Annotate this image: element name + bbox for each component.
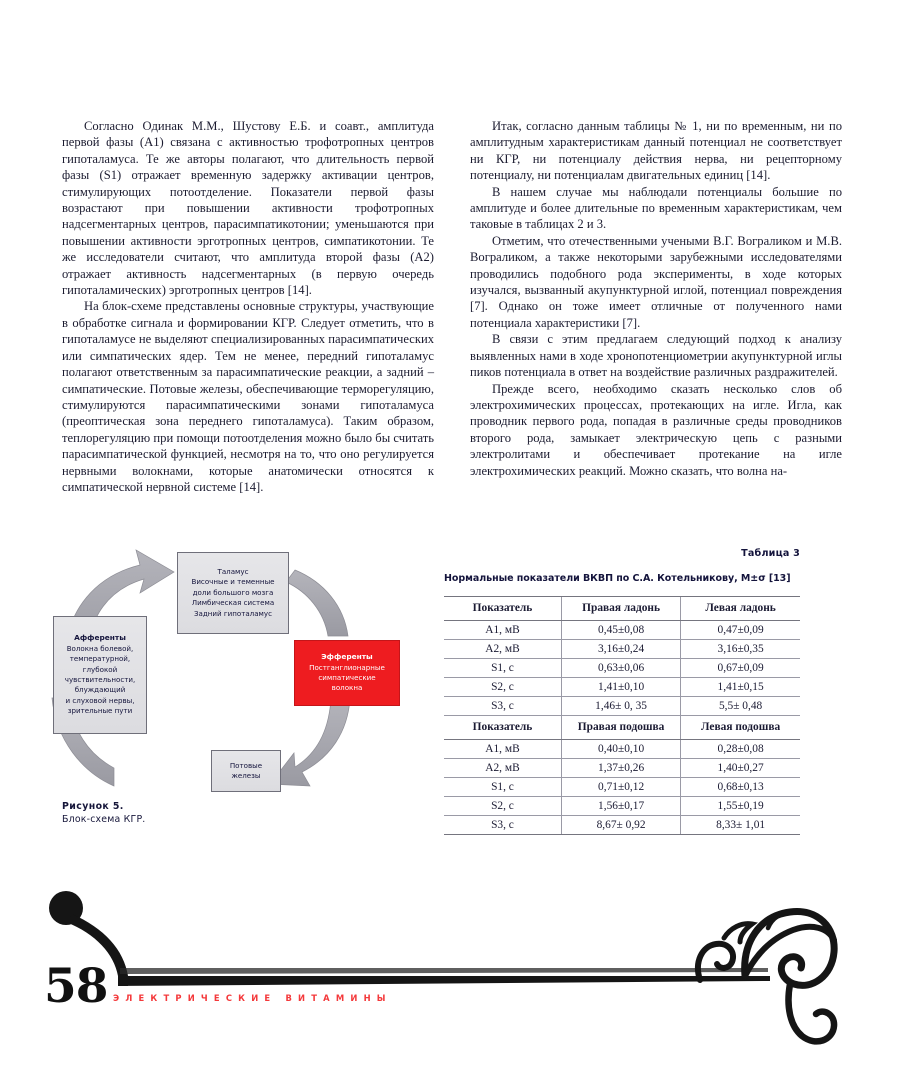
diagram-box-efferent	[294, 640, 400, 706]
footer-ornament-icon	[0, 880, 900, 1069]
cell-value: 3,16±0,35	[681, 640, 800, 659]
table-section	[444, 548, 800, 835]
figure-caption-number: Рисунок 5.	[62, 801, 124, 812]
col-header-indicator: Показатель	[444, 716, 561, 740]
cell-value: 1,37±0,26	[561, 759, 680, 778]
efferent-line-2: симпатические	[318, 673, 376, 682]
table-number: Таблица 3	[741, 548, 800, 559]
thalamus-line-2: Височные и теменные	[191, 577, 275, 587]
left-text-column	[62, 118, 434, 495]
cell-indicator: A1, мВ	[444, 621, 561, 640]
page-number: 58	[44, 959, 108, 1014]
cell-indicator: S1, с	[444, 778, 561, 797]
table-header-row-soles	[444, 716, 800, 740]
page-footer	[0, 880, 900, 1069]
table-header-row-palms	[444, 597, 800, 621]
cell-value: 0,45±0,08	[561, 621, 680, 640]
cell-value: 0,47±0,09	[681, 621, 800, 640]
paragraph: На блок-схеме представлены основные структуры, участвующие в обработке сигнала и формировании КГР. Следует отметить, что в гипоталамусе не выделяют специализированных парасимпатических или симпатических ядер. Тем не менее, передний гипоталамус полагают ответственным за парасимпатические реакции, а задний – симпатические. Потовые железы, обеспечивающие терморегуляцию, стимулируются парасимпатическими зонами гипоталамуса (преоптическая зона переднего гипоталамуса). Таким образом, теплорегуляцию при помощи потоотделения можно было бы считать парасимпатической функцией, несмотря на то, что оно регулируется нервными волокнами, которые анатомически относятся к симпатической нервной системе [14].	[62, 299, 434, 494]
paragraph: В связи с этим предлагаем следующий подход к анализу выявленных нами в ходе хронопотенциометрии акупунктурной иглы пиков потенциала в ответ на воздействие различных раздражителей.	[470, 332, 842, 380]
table-row	[444, 778, 800, 797]
table-row	[444, 697, 800, 716]
afferent-line-3: глубокой	[82, 664, 118, 674]
thalamus-line-3: доли большого мозга	[192, 587, 274, 597]
paragraph: Итак, согласно данным таблицы № 1, ни по временным, ни по амплитудным характеристикам данный потенциал не соответствует ни КГР, ни потенциалу действия нерва, ни рецепторному потенциалу, ни потенциалам двигательных единиц [14].	[470, 119, 842, 183]
diagram-box-thalamus	[177, 552, 289, 634]
sweat-line-2: железы	[231, 771, 261, 780]
article-body	[62, 118, 842, 495]
cell-value: 0,71±0,12	[561, 778, 680, 797]
afferent-line-5: блуждающий	[74, 685, 126, 695]
cell-indicator: A2, мВ	[444, 759, 561, 778]
diagram-box-sweat-glands	[211, 750, 281, 792]
efferent-header: Эфференты	[321, 652, 373, 662]
cell-value: 1,56±0,17	[561, 797, 680, 816]
cell-value: 0,68±0,13	[681, 778, 800, 797]
col-header-right-sole: Правая подошва	[561, 716, 680, 740]
diagram-box-afferent	[53, 616, 147, 734]
cell-indicator: A1, мВ	[444, 740, 561, 759]
afferent-line-6: и слуховой нервы,	[65, 695, 135, 705]
footer-label: ЭЛЕКТРИЧЕСКИЕ ВИТАМИНЫ	[113, 993, 392, 1003]
cell-value: 1,40±0,27	[681, 759, 800, 778]
arrow-efferent-to-sweat	[270, 698, 350, 786]
afferent-header: Афференты	[74, 633, 126, 643]
col-header-left-palm: Левая ладонь	[681, 597, 800, 621]
cell-value: 3,16±0,24	[561, 640, 680, 659]
efferent-line-3: волокна	[331, 683, 363, 693]
cell-indicator: S3, с	[444, 697, 561, 716]
table-title: Нормальные показатели ВКВП по С.А. Котельникову, M±σ [13]	[444, 573, 791, 584]
efferent-line-1: Постганглионарные	[309, 662, 385, 672]
cell-value: 1,41±0,10	[561, 678, 680, 697]
afferent-line-4: чувствительности,	[64, 675, 136, 684]
afferent-line-2: температурной,	[69, 654, 131, 664]
cell-value: 1,41±0,15	[681, 678, 800, 697]
table-row	[444, 759, 800, 778]
cell-value: 1,46± 0, 35	[561, 697, 680, 716]
afferent-line-7: зрительные пути	[67, 706, 133, 716]
thalamus-line-1: Таламус	[217, 566, 249, 576]
right-text-column	[470, 118, 842, 495]
paragraph: В нашем случае мы наблюдали потенциалы большие по амплитуде и более длительные по временным характеристикам, чем таковые в таблицах 2 и 3.	[470, 184, 842, 232]
paragraph: Согласно Одинак М.М., Шустову Е.Б. и соавт., амплитуда первой фазы (A1) связана с активностью трофотропных центров гипоталамуса. Те же авторы полагают, что длительность первой фазы (S1) отражает временную задержку активации центров, стимулирующих потоотделение. Показатели первой фазы возрастают при повышении активности трофотропных надсегментарных центров, парасимпатикотонии; уменьшаются при повышении активности эрготропных центров, симпатикотонии. Те же исследователи считают, что амплитуда второй фазы (A2) отражает активность надсегментарных (в первую очередь гипоталамических) эрготропных центров [14].	[62, 119, 434, 298]
cell-value: 1,55±0,19	[681, 797, 800, 816]
paragraph: Отметим, что отечественными учеными В.Г. Вограликом и М.В. Вограликом, а также некоторыми зарубежными исследователями проводились подобного рода эксперименты, в ходе которых изучался, вызванный акупунктурной иглой, потенциал повреждения [7]. Однако он тоже имеет отличные от полученного нами потенциала характеристики [7].	[470, 233, 842, 330]
figure-block-diagram	[48, 548, 418, 848]
table-row	[444, 621, 800, 640]
arrow-thalamus-to-efferent	[286, 570, 348, 636]
table-row	[444, 797, 800, 816]
cell-value: 0,63±0,06	[561, 659, 680, 678]
table-row	[444, 659, 800, 678]
sweat-line-1: Потовые	[229, 760, 263, 770]
cell-value: 0,28±0,08	[681, 740, 800, 759]
table-row	[444, 816, 800, 835]
cell-indicator: A2, мВ	[444, 640, 561, 659]
cell-indicator: S3, с	[444, 816, 561, 835]
afferent-line-1: Волокна болевой,	[66, 643, 134, 653]
normative-values-table	[444, 596, 800, 835]
cell-value: 0,40±0,10	[561, 740, 680, 759]
table-row	[444, 678, 800, 697]
col-header-indicator: Показатель	[444, 597, 561, 621]
thalamus-line-5: Задний гипоталамус	[193, 608, 273, 618]
cell-indicator: S2, с	[444, 797, 561, 816]
cell-value: 8,33± 1,01	[681, 816, 800, 835]
table-row	[444, 640, 800, 659]
figure-caption-text: Блок-схема КГР.	[62, 814, 146, 825]
table-row	[444, 740, 800, 759]
figure-caption	[62, 800, 145, 826]
cell-value: 0,67±0,09	[681, 659, 800, 678]
thalamus-line-4: Лимбическая система	[191, 598, 275, 608]
cell-value: 5,5± 0,48	[681, 697, 800, 716]
cell-indicator: S2, с	[444, 678, 561, 697]
col-header-right-palm: Правая ладонь	[561, 597, 680, 621]
cell-indicator: S1, с	[444, 659, 561, 678]
cell-value: 8,67± 0,92	[561, 816, 680, 835]
col-header-left-sole: Левая подошва	[681, 716, 800, 740]
paragraph: Прежде всего, необходимо сказать несколько слов об электрохимических процессах, протекающих на игле. Игла, как проводник первого рода, попадая в различные среды проводников второго рода, замыкает электрическую цепь с разными электролитами и обеспечивает протекание на игле электрохимических реакций. Можно сказать, что волна на-	[470, 381, 842, 478]
